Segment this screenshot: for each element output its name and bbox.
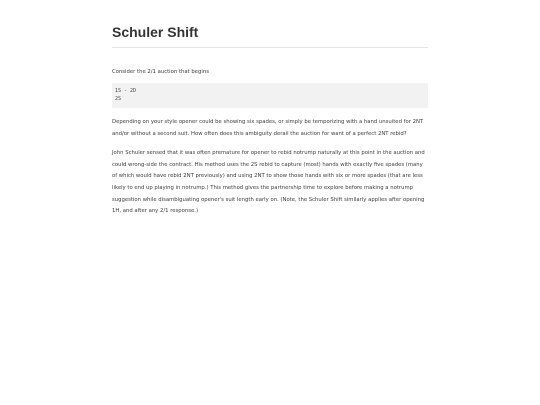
article xyxy=(112,24,428,218)
paragraph-method: John Schuler sensed that it was often premature for opener to rebid notrump naturally at this point in the auction and could wrong-side the contract. His method uses the 2S rebid to capture (most) hands with exactly five spades (many of which would have rebid 2NT previously) and using 2NT to show those hands with six or more spades (that are less likely to end up playing in notrump.) This method gives the partnership time to explore before making a notrump suggestion while disambiguating opener's suit length early on. (Note, the Schuler Shift similarly applies after opening 1H, and after any 2/1 response.) xyxy=(112,150,425,215)
auction-code-block xyxy=(112,83,428,108)
title-divider xyxy=(112,47,428,48)
page-title: Schuler Shift xyxy=(112,24,199,40)
auction-line-2: 2S xyxy=(115,96,122,102)
auction-line-1: 1S - 2D xyxy=(115,88,137,94)
paragraph-ambiguity: Depending on your style opener could be showing six spades, or simply be temporizing with a hand unsuited for 2NT and/or without a second suit. How often does this ambiguity derail the auction for want of a perfect 2NT rebid? xyxy=(112,119,424,137)
intro-text: Consider the 2/1 auction that begins xyxy=(112,69,209,75)
